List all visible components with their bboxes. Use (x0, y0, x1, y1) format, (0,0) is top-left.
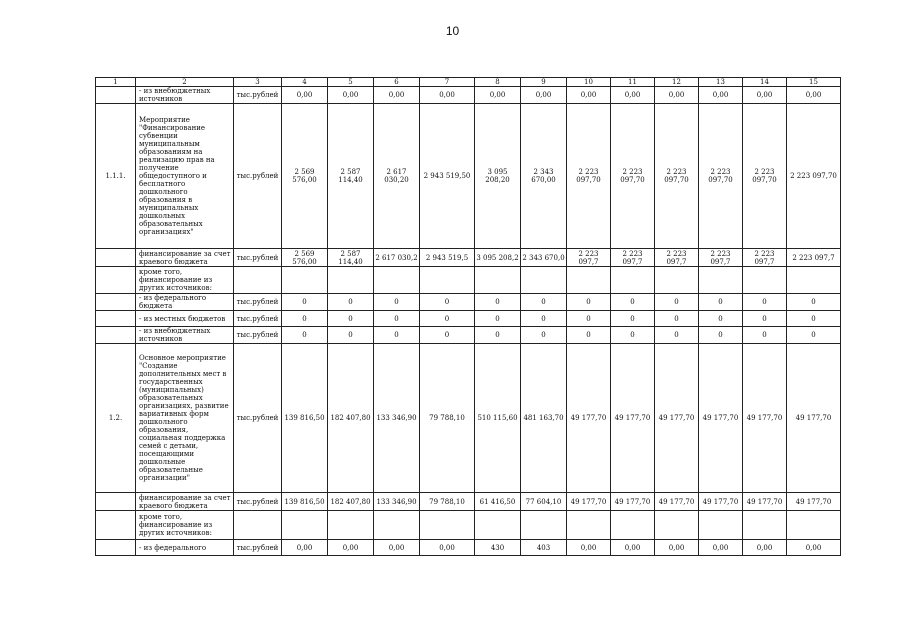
value-cell: 0 (282, 327, 328, 344)
value-cell (655, 511, 699, 540)
item-name-cell: кроме того, финансирование из других источников: (136, 511, 234, 540)
column-header: 7 (420, 78, 475, 87)
column-header: 12 (655, 78, 699, 87)
item-name-cell: Основное мероприятие "Создание дополнительных мест в государственных (муниципальных) образовательных организациях, развитие вариативных форм дошкольного образования, социальная поддержка семей с детьми, посещающими дошкольные образовательные организации" (136, 344, 234, 493)
value-cell: 2 223 097,70 (787, 104, 841, 249)
unit-cell: тыс.рублей (234, 327, 282, 344)
value-cell: 2 223 097,70 (611, 104, 655, 249)
value-cell: 2 617 030,2 (374, 249, 420, 267)
value-cell: 139 816,50 (282, 344, 328, 493)
value-cell (282, 267, 328, 294)
value-cell: 61 416,50 (475, 493, 521, 511)
value-cell: 0 (521, 327, 567, 344)
value-cell: 2 617 030,20 (374, 104, 420, 249)
item-number-cell (96, 493, 136, 511)
value-cell: 0,00 (374, 87, 420, 104)
value-cell (328, 511, 374, 540)
column-header: 11 (611, 78, 655, 87)
item-number-cell: 1.1.1. (96, 104, 136, 249)
unit-cell: тыс.рублей (234, 249, 282, 267)
value-cell: 0,00 (282, 540, 328, 556)
item-number-cell (96, 294, 136, 311)
value-cell: 182 407,80 (328, 344, 374, 493)
value-cell: 2 943 519,50 (420, 104, 475, 249)
value-cell: 0 (611, 327, 655, 344)
table-row (96, 249, 841, 267)
value-cell: 2 223 097,70 (699, 104, 743, 249)
value-cell: 182 407,80 (328, 493, 374, 511)
value-cell: 481 163,70 (521, 344, 567, 493)
item-name-cell: Мероприятие "Финансирование субвенции муниципальным образованиям на реализацию прав на получение общедоступного и бесплатного дошкольного образования в муниципальных дошкольных образовательных организациях" (136, 104, 234, 249)
column-header: 10 (567, 78, 611, 87)
value-cell: 2 943 519,5 (420, 249, 475, 267)
column-header: 6 (374, 78, 420, 87)
value-cell: 0 (611, 311, 655, 327)
value-cell: 49 177,70 (655, 493, 699, 511)
value-cell: 0 (567, 311, 611, 327)
value-cell: 0 (611, 294, 655, 311)
value-cell: 0 (743, 311, 787, 327)
value-cell: 2 343 670,00 (521, 104, 567, 249)
value-cell: 2 223 097,7 (567, 249, 611, 267)
column-header: 2 (136, 78, 234, 87)
value-cell: 0,00 (611, 87, 655, 104)
value-cell: 0 (699, 327, 743, 344)
value-cell (475, 511, 521, 540)
value-cell: 49 177,70 (699, 344, 743, 493)
value-cell: 2 223 097,7 (655, 249, 699, 267)
value-cell: 0,00 (699, 87, 743, 104)
value-cell (420, 267, 475, 294)
value-cell: 0,00 (420, 87, 475, 104)
item-number-cell: 1.2. (96, 344, 136, 493)
value-cell: 0,00 (328, 540, 374, 556)
value-cell: 133 346,90 (374, 493, 420, 511)
column-header: 8 (475, 78, 521, 87)
value-cell (787, 267, 841, 294)
value-cell: 0 (655, 311, 699, 327)
item-name-cell: - из внебюджетных источников (136, 327, 234, 344)
value-cell: 0 (655, 327, 699, 344)
page-number: 10 (445, 24, 460, 38)
value-cell: 0 (699, 294, 743, 311)
value-cell: 0,00 (282, 87, 328, 104)
item-name-cell: кроме того, финансирование из других источников: (136, 267, 234, 294)
value-cell (521, 267, 567, 294)
value-cell: 79 788,10 (420, 344, 475, 493)
value-cell: 0 (374, 294, 420, 311)
value-cell: 0 (282, 294, 328, 311)
item-number-cell (96, 249, 136, 267)
table-row (96, 344, 841, 493)
unit-cell: тыс.рублей (234, 104, 282, 249)
value-cell: 403 (521, 540, 567, 556)
value-cell: 0 (328, 327, 374, 344)
unit-cell (234, 511, 282, 540)
value-cell: 0,00 (743, 87, 787, 104)
value-cell: 2 569 576,00 (282, 104, 328, 249)
value-cell: 0,00 (521, 87, 567, 104)
value-cell: 49 177,70 (743, 493, 787, 511)
value-cell: 0 (475, 311, 521, 327)
table-header-row (96, 78, 841, 87)
value-cell: 2 223 097,70 (743, 104, 787, 249)
value-cell: 430 (475, 540, 521, 556)
value-cell: 0 (567, 294, 611, 311)
table-row (96, 104, 841, 249)
column-header: 4 (282, 78, 328, 87)
value-cell (787, 511, 841, 540)
value-cell: 0 (655, 294, 699, 311)
column-header: 13 (699, 78, 743, 87)
unit-cell: тыс.рублей (234, 294, 282, 311)
unit-cell: тыс.рублей (234, 493, 282, 511)
value-cell: 0 (328, 294, 374, 311)
value-cell: 0 (521, 311, 567, 327)
value-cell: 0 (420, 327, 475, 344)
table-row (96, 327, 841, 344)
item-name-cell: - из федерального (136, 540, 234, 556)
value-cell: 49 177,70 (567, 493, 611, 511)
item-name-cell: финансирование за счет краевого бюджета (136, 493, 234, 511)
value-cell: 0 (374, 311, 420, 327)
value-cell: 49 177,70 (743, 344, 787, 493)
value-cell: 0 (420, 311, 475, 327)
value-cell: 2 223 097,7 (611, 249, 655, 267)
value-cell: 0,00 (611, 540, 655, 556)
value-cell: 2 223 097,70 (655, 104, 699, 249)
item-number-cell (96, 511, 136, 540)
value-cell: 2 223 097,7 (787, 249, 841, 267)
table-row (96, 311, 841, 327)
value-cell (282, 511, 328, 540)
value-cell: 0 (475, 327, 521, 344)
value-cell: 0,00 (655, 87, 699, 104)
column-header: 14 (743, 78, 787, 87)
value-cell (521, 511, 567, 540)
value-cell (699, 511, 743, 540)
value-cell: 0,00 (787, 87, 841, 104)
value-cell: 49 177,70 (611, 493, 655, 511)
value-cell: 0,00 (699, 540, 743, 556)
column-header: 9 (521, 78, 567, 87)
value-cell: 0 (282, 311, 328, 327)
value-cell (611, 267, 655, 294)
item-name-cell: - из местных бюджетов (136, 311, 234, 327)
table-row (96, 267, 841, 294)
value-cell (374, 267, 420, 294)
value-cell: 0 (743, 294, 787, 311)
table-row (96, 493, 841, 511)
item-name-cell: - из внебюджетных источников (136, 87, 234, 104)
table-row (96, 294, 841, 311)
value-cell: 3 095 208,20 (475, 104, 521, 249)
item-number-cell (96, 87, 136, 104)
value-cell (567, 267, 611, 294)
value-cell: 2 223 097,7 (699, 249, 743, 267)
item-number-cell (96, 267, 136, 294)
item-number-cell (96, 540, 136, 556)
item-number-cell (96, 311, 136, 327)
value-cell: 0,00 (567, 540, 611, 556)
value-cell: 2 223 097,70 (567, 104, 611, 249)
unit-cell: тыс.рублей (234, 311, 282, 327)
value-cell: 0 (420, 294, 475, 311)
value-cell: 0 (787, 311, 841, 327)
value-cell: 0,00 (328, 87, 374, 104)
column-header: 1 (96, 78, 136, 87)
value-cell: 0 (374, 327, 420, 344)
value-cell: 0 (699, 311, 743, 327)
value-cell (420, 511, 475, 540)
value-cell: 49 177,70 (611, 344, 655, 493)
item-name-cell: финансирование за счет краевого бюджета (136, 249, 234, 267)
column-header: 5 (328, 78, 374, 87)
value-cell: 0,00 (655, 540, 699, 556)
value-cell: 49 177,70 (567, 344, 611, 493)
value-cell (328, 267, 374, 294)
value-cell: 0 (475, 294, 521, 311)
unit-cell (234, 267, 282, 294)
table-row (96, 87, 841, 104)
unit-cell: тыс.рублей (234, 540, 282, 556)
value-cell (374, 511, 420, 540)
value-cell: 49 177,70 (787, 493, 841, 511)
table-row (96, 511, 841, 540)
unit-cell: тыс.рублей (234, 87, 282, 104)
value-cell: 2 587 114,40 (328, 104, 374, 249)
value-cell: 49 177,70 (787, 344, 841, 493)
table-row (96, 540, 841, 556)
value-cell: 2 223 097,7 (743, 249, 787, 267)
financing-table (95, 77, 841, 556)
value-cell: 0,00 (567, 87, 611, 104)
value-cell: 79 788,10 (420, 493, 475, 511)
value-cell (611, 511, 655, 540)
value-cell: 133 346,90 (374, 344, 420, 493)
value-cell: 0 (787, 294, 841, 311)
value-cell: 77 604,10 (521, 493, 567, 511)
value-cell (655, 267, 699, 294)
value-cell: 3 095 208,2 (475, 249, 521, 267)
value-cell: 0,00 (420, 540, 475, 556)
value-cell: 0,00 (475, 87, 521, 104)
value-cell: 139 816,50 (282, 493, 328, 511)
value-cell: 0 (743, 327, 787, 344)
value-cell: 0,00 (743, 540, 787, 556)
value-cell: 0 (328, 311, 374, 327)
value-cell: 49 177,70 (655, 344, 699, 493)
column-header: 15 (787, 78, 841, 87)
value-cell (567, 511, 611, 540)
value-cell: 510 115,60 (475, 344, 521, 493)
value-cell: 0,00 (374, 540, 420, 556)
value-cell: 0 (787, 327, 841, 344)
column-header: 3 (234, 78, 282, 87)
value-cell: 49 177,70 (699, 493, 743, 511)
item-name-cell: - из федерального бюджета (136, 294, 234, 311)
value-cell: 2 343 670,0 (521, 249, 567, 267)
table-body (96, 78, 841, 556)
value-cell: 2 587 114,40 (328, 249, 374, 267)
value-cell: 0,00 (787, 540, 841, 556)
value-cell: 2 569 576,00 (282, 249, 328, 267)
value-cell (475, 267, 521, 294)
unit-cell: тыс.рублей (234, 344, 282, 493)
value-cell: 0 (567, 327, 611, 344)
value-cell (699, 267, 743, 294)
value-cell (743, 511, 787, 540)
item-number-cell (96, 327, 136, 344)
value-cell (743, 267, 787, 294)
value-cell: 0 (521, 294, 567, 311)
